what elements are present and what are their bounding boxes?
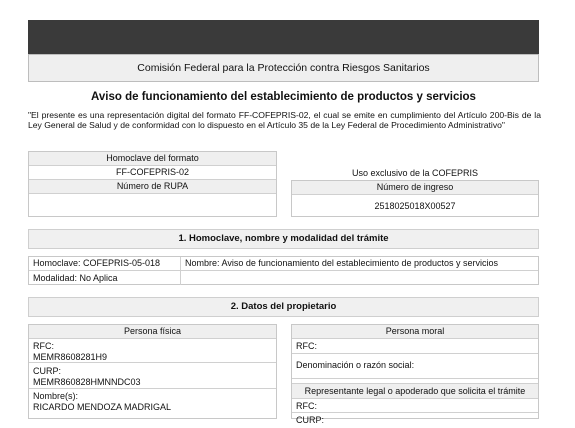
fisica-curp-cell [29,363,276,389]
persona-fisica-box [28,324,277,419]
rupa-label: Número de RUPA [29,180,276,194]
fisica-rfc-label: RFC: [33,341,54,351]
cofepris-exclusive-label: Uso exclusivo de la COFEPRIS [351,168,479,178]
moral-razon-label: Denominación o razón social: [292,354,538,379]
tramite-table [28,256,539,285]
top-banner [28,20,539,54]
tramite-row-1 [29,257,538,271]
fisica-rfc-value: MEMR8608281H9 [33,352,108,362]
form-title: Aviso de funcionamiento del establecimiento de productos y servicios [91,91,476,103]
rep-curp-label: CURP: [296,415,325,425]
format-info-box [28,151,277,217]
homoclave-format-value: FF-COFEPRIS-02 [29,166,276,180]
persona-fisica-header: Persona física [29,325,276,339]
fisica-nombre-value: RICARDO MENDOZA MADRIGAL [33,402,172,412]
persona-moral-box [291,324,539,425]
ingreso-box [291,180,539,217]
tramite-modalidad: Modalidad: No Aplica [29,271,181,285]
persona-moral-header: Persona moral [292,325,538,339]
intro-paragraph: "El presente es una representación digital del formato FF-COFEPRIS-02, el cual se emite en cumplimiento del Artículo 200-Bis de la Ley General de Salud y de conformidad con lo dispuesto en el Artículo 35 de la Ley Federal de Procedimiento Administrativo" [28,110,541,130]
fisica-nombre-cell [29,389,276,415]
fisica-curp-label: CURP: [33,366,62,376]
section-2-header: 2. Datos del propietario [28,297,539,317]
tramite-nombre: Nombre: Aviso de funcionamiento del establecimiento de productos y servicios [185,258,499,268]
section-1-header: 1. Homoclave, nombre y modalidad del trámite [28,229,539,249]
agency-bar [28,54,539,82]
tramite-homoclave: Homoclave: COFEPRIS-05-018 [29,257,181,270]
ingreso-value: 2518025018X00527 [374,201,456,211]
fisica-rfc-cell [29,339,276,363]
ingreso-label: Número de ingreso [292,181,538,195]
agency-name: Comisión Federal para la Protección contra Riesgos Sanitarios [137,62,430,74]
fisica-curp-value: MEMR860828HMNNDC03 [33,377,141,387]
representante-header: Representante legal o apoderado que solicita el trámite [292,384,538,399]
rep-rfc-label: RFC: [292,399,538,413]
rupa-value [29,194,276,219]
moral-rfc-label: RFC: [292,339,538,354]
fisica-nombre-label: Nombre(s): [33,391,79,401]
homoclave-format-label: Homoclave del formato [29,152,276,166]
